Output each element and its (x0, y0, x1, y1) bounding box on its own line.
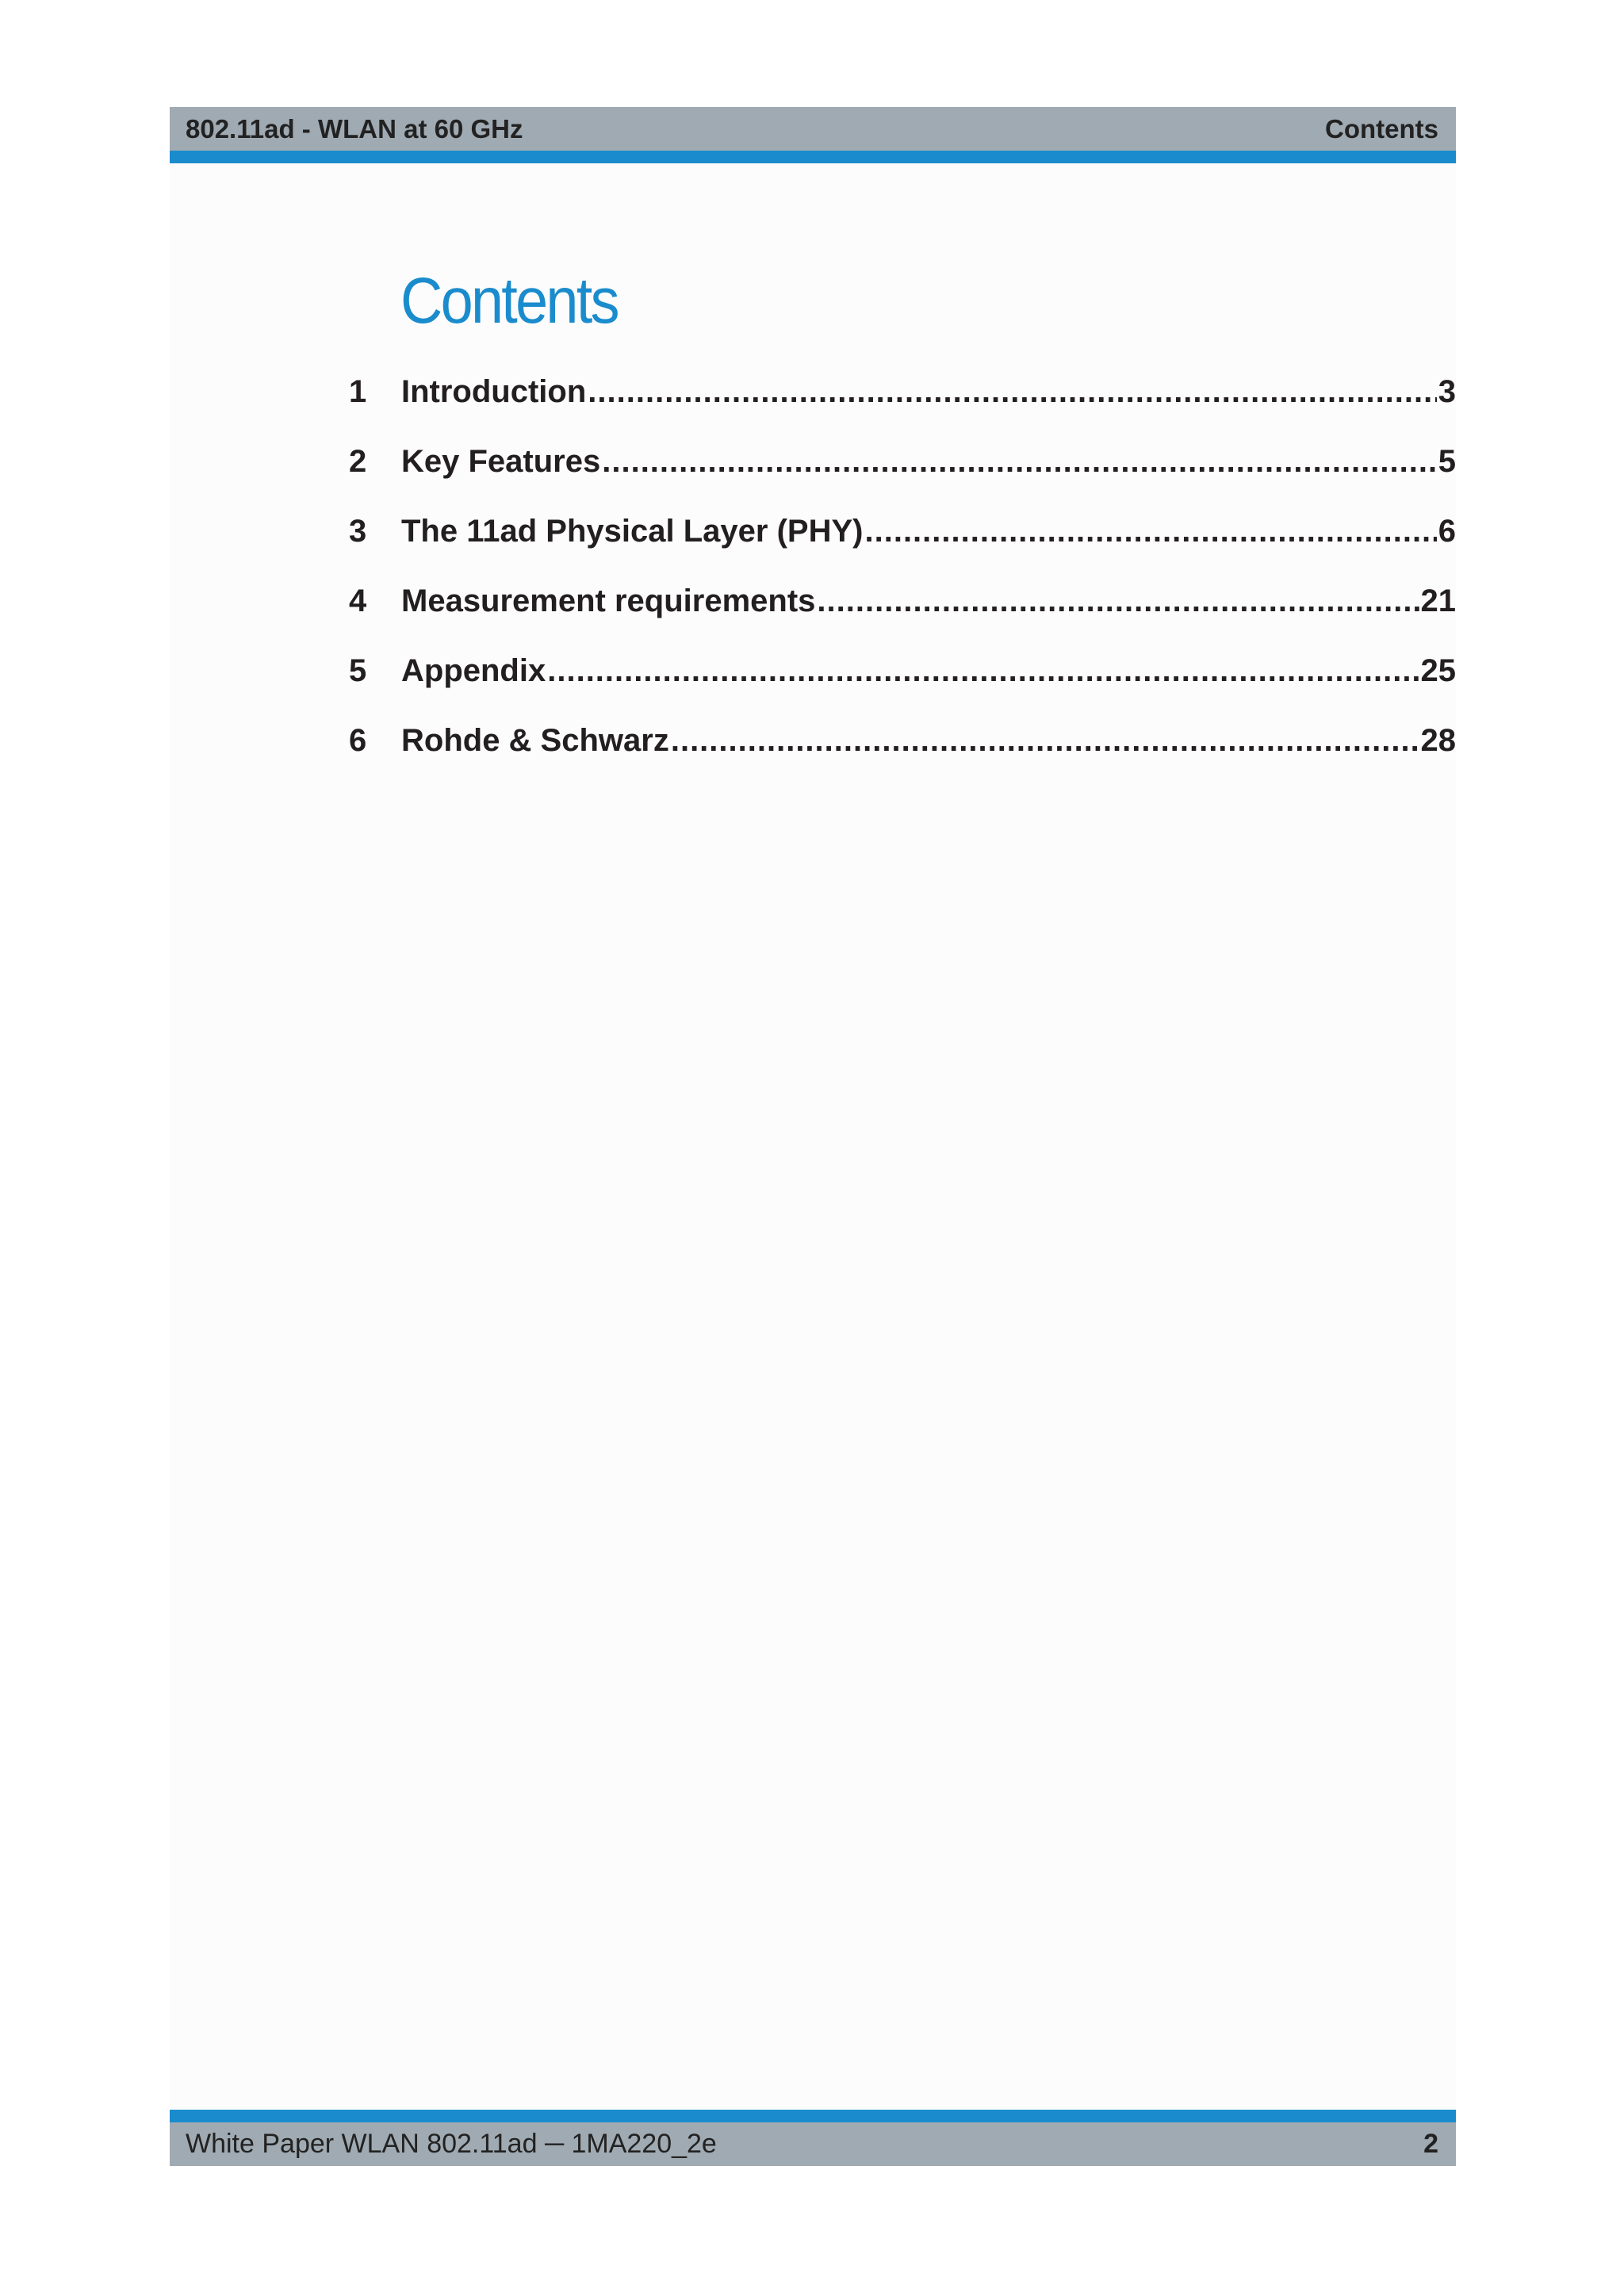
page-title: Contents (400, 265, 618, 337)
toc-entry-label: Measurement requirements (401, 584, 816, 618)
toc-entry-number: 6 (349, 723, 367, 758)
header-section-name: Contents (1325, 114, 1438, 144)
toc-entry-introduction[interactable] (349, 369, 1456, 438)
toc-entry-page: 5 (1438, 444, 1456, 479)
toc-entry-physical-layer[interactable] (349, 508, 1456, 578)
toc-entry-number: 4 (349, 584, 367, 618)
toc-entry-label: Introduction (401, 374, 587, 409)
toc-entry-page: 25 (1420, 653, 1456, 688)
toc-dot-leader (588, 369, 1436, 415)
footer-page-number: 2 (1423, 2129, 1438, 2159)
toc-entry-page: 28 (1420, 723, 1456, 758)
toc-dot-leader (547, 648, 1419, 694)
toc-entry-number: 3 (349, 514, 367, 549)
toc-entry-number: 1 (349, 374, 367, 409)
header-document-name: 802.11ad - WLAN at 60 GHz (186, 114, 523, 144)
footer-accent-line (170, 2110, 1456, 2122)
toc-entry-key-features[interactable] (349, 438, 1456, 508)
toc-dot-leader (817, 578, 1419, 624)
footer-document-id: White Paper WLAN 802.11ad ─ 1MA220_2e (186, 2129, 717, 2159)
toc-dot-leader (602, 438, 1437, 484)
toc-entry-measurement-requirements[interactable] (349, 578, 1456, 648)
toc-entry-number: 2 (349, 444, 367, 479)
toc-dot-leader (671, 718, 1419, 763)
toc-entry-label: Appendix (401, 653, 546, 688)
toc-entry-appendix[interactable] (349, 648, 1456, 718)
toc-entry-label: Key Features (401, 444, 601, 479)
toc-entry-page: 21 (1420, 584, 1456, 618)
toc-entry-page: 3 (1438, 374, 1456, 409)
toc-entry-label: The 11ad Physical Layer (PHY) (401, 514, 864, 549)
header-accent-line (170, 151, 1456, 163)
toc-entry-label: Rohde & Schwarz (401, 723, 669, 758)
toc-entry-rohde-schwarz[interactable] (349, 718, 1456, 787)
toc-entry-number: 5 (349, 653, 367, 688)
table-of-contents (349, 369, 1456, 787)
toc-entry-page: 6 (1438, 514, 1456, 549)
toc-dot-leader (864, 508, 1436, 554)
